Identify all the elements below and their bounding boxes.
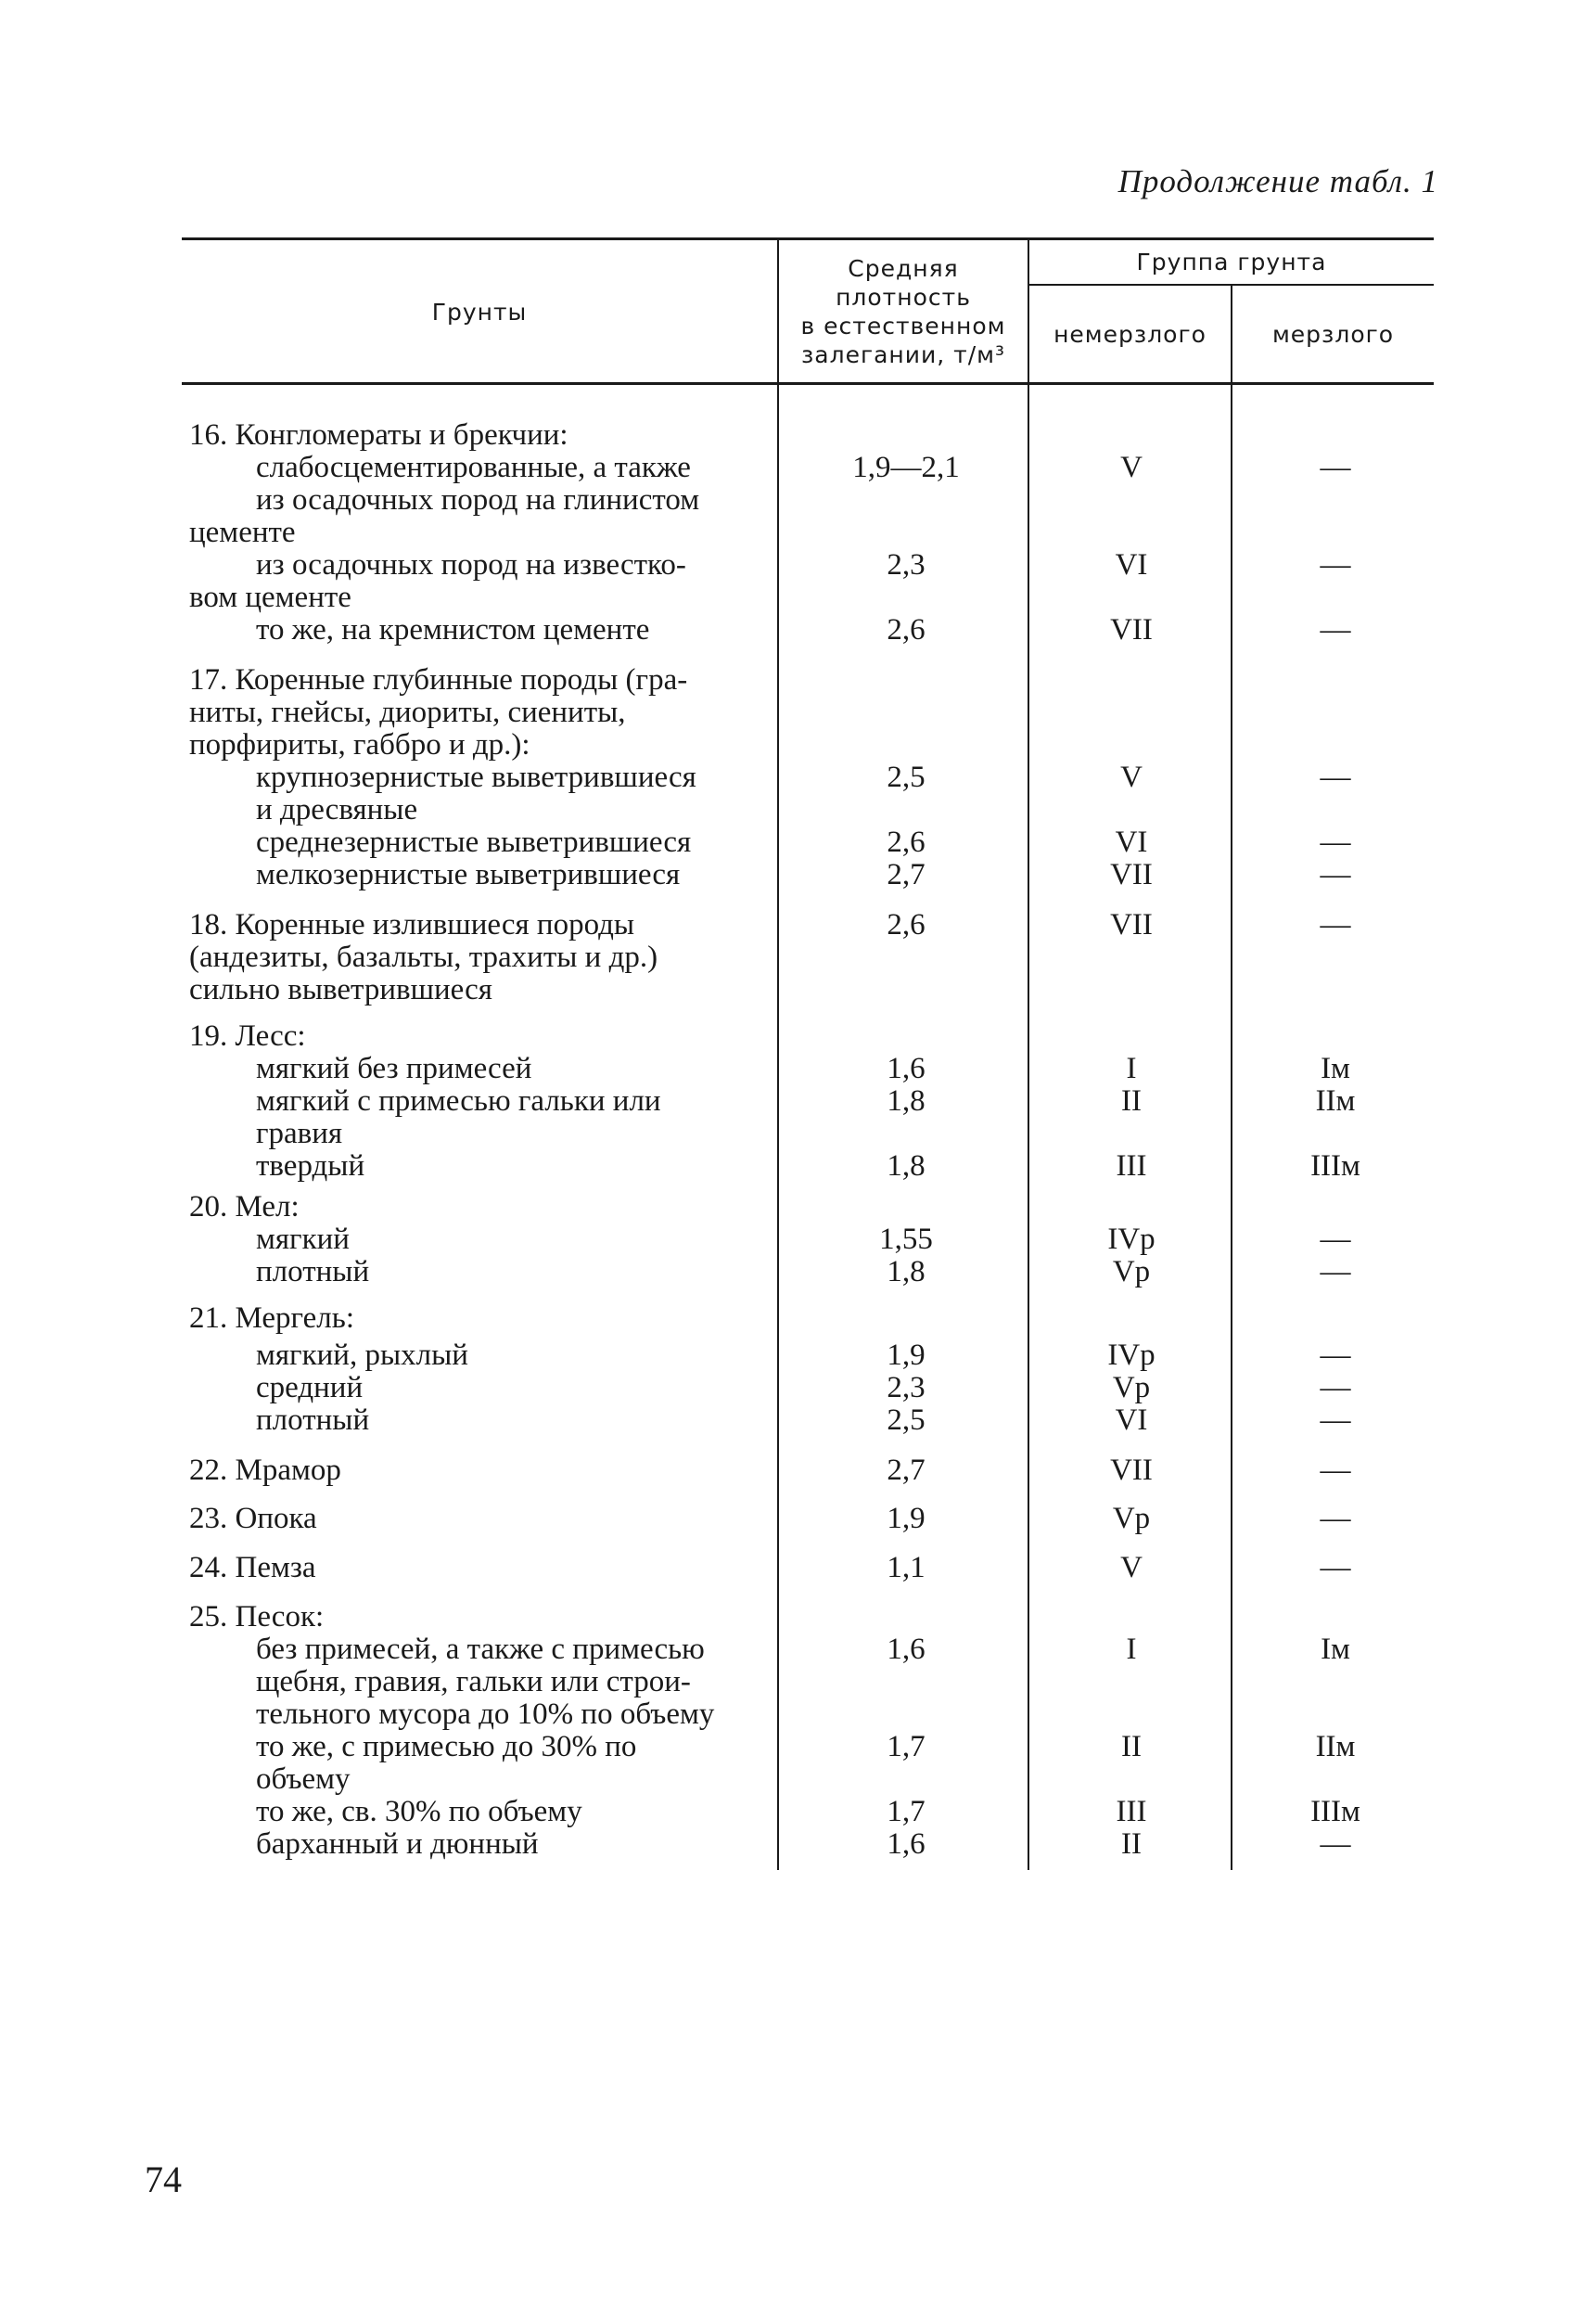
unfrozen-group-cell: VI bbox=[1115, 826, 1148, 859]
soil-line: сильно выветрившиеся bbox=[189, 973, 492, 1006]
density-cell: 1,6 bbox=[887, 1633, 926, 1666]
soil-line: слабосцементированные, а также bbox=[256, 451, 691, 484]
soil-line: то же, на кремнистом цементе bbox=[256, 613, 650, 647]
frozen-group-cell: — bbox=[1320, 858, 1351, 891]
header-bottom-rule bbox=[182, 382, 1434, 385]
frozen-group-cell: IIIм bbox=[1310, 1795, 1360, 1828]
unfrozen-group-cell: VI bbox=[1115, 1403, 1148, 1437]
header-soils bbox=[182, 241, 777, 382]
soil-cell bbox=[189, 1828, 772, 1861]
soil-cell bbox=[189, 826, 772, 859]
soil-cell bbox=[189, 1085, 772, 1150]
frozen-group-cell: — bbox=[1320, 1371, 1351, 1404]
soil-cell bbox=[189, 909, 772, 1006]
soil-line: плотный bbox=[256, 1255, 370, 1288]
soil-cell bbox=[189, 419, 772, 452]
soil-cell bbox=[189, 1302, 772, 1335]
soil-cell bbox=[189, 1339, 772, 1372]
frozen-group-cell: — bbox=[1320, 826, 1351, 859]
soil-line: 18. Коренные излившиеся породы bbox=[189, 908, 635, 942]
header-density-line: Средняя bbox=[848, 255, 959, 282]
soil-cell bbox=[189, 452, 772, 549]
unfrozen-group-cell: VII bbox=[1110, 613, 1153, 647]
unfrozen-group-cell: VI bbox=[1115, 548, 1148, 582]
soil-line: цементе bbox=[189, 516, 296, 549]
header-frozen bbox=[1232, 286, 1434, 382]
soil-cell bbox=[189, 1454, 772, 1487]
soil-line: гравия bbox=[256, 1117, 343, 1150]
soil-line: 24. Пемза bbox=[189, 1551, 316, 1584]
soil-line: крупнозернистые выветрившиеся bbox=[256, 761, 696, 794]
frozen-group-cell: — bbox=[1320, 1551, 1351, 1584]
density-cell: 1,6 bbox=[887, 1827, 926, 1861]
unfrozen-group-cell: II bbox=[1121, 1084, 1142, 1118]
soil-line: средний bbox=[256, 1371, 364, 1404]
density-cell: 1,55 bbox=[879, 1223, 933, 1256]
header-density-line: в естественном bbox=[800, 313, 1006, 339]
soil-line: ниты, гнейсы, диориты, сиениты, bbox=[189, 696, 626, 729]
frozen-group-cell: — bbox=[1320, 761, 1351, 794]
header-density-line: залегании, т/м³ bbox=[800, 341, 1006, 368]
header-group bbox=[1029, 239, 1434, 284]
unfrozen-group-cell: Vp bbox=[1112, 1255, 1151, 1288]
frozen-group-cell: — bbox=[1320, 613, 1351, 647]
density-cell: 2,7 bbox=[887, 1454, 926, 1487]
soil-line: среднезернистые выветрившиеся bbox=[256, 826, 692, 859]
density-cell: 2,6 bbox=[887, 826, 926, 859]
soil-cell bbox=[189, 1191, 772, 1223]
density-cell: 2,5 bbox=[887, 1403, 926, 1437]
unfrozen-group-cell: V bbox=[1120, 761, 1143, 794]
soil-line: то же, с примесью до 30% по bbox=[256, 1730, 637, 1763]
density-cell: 1,7 bbox=[887, 1730, 926, 1763]
soil-line: твердый bbox=[256, 1149, 365, 1183]
unfrozen-group-cell: II bbox=[1121, 1827, 1142, 1861]
soil-cell bbox=[189, 1731, 772, 1796]
frozen-group-cell: IIм bbox=[1315, 1730, 1356, 1763]
soil-line: 19. Лесс: bbox=[189, 1019, 306, 1053]
density-cell: 1,8 bbox=[887, 1149, 926, 1183]
continuation-caption: Продолжение табл. 1 bbox=[1117, 163, 1438, 199]
density-cell: 1,9 bbox=[887, 1502, 926, 1535]
frozen-group-cell: — bbox=[1320, 548, 1351, 582]
density-cell: 2,6 bbox=[887, 613, 926, 647]
soil-line: вом цементе bbox=[189, 581, 351, 614]
soil-cell bbox=[189, 1633, 772, 1731]
frozen-group-cell: — bbox=[1320, 1339, 1351, 1372]
frozen-group-cell: — bbox=[1320, 1403, 1351, 1437]
header-density-line: плотность bbox=[836, 284, 971, 311]
soil-line: и дресвяные bbox=[256, 793, 418, 826]
soil-cell bbox=[189, 1256, 772, 1288]
frozen-group-cell: IIIм bbox=[1310, 1149, 1360, 1183]
unfrozen-group-cell: VII bbox=[1110, 858, 1153, 891]
soil-line: 22. Мрамор bbox=[189, 1454, 341, 1487]
frozen-group-cell: — bbox=[1320, 1255, 1351, 1288]
soil-line: 21. Мергель: bbox=[189, 1301, 354, 1335]
unfrozen-group-cell: Vp bbox=[1112, 1502, 1151, 1535]
frozen-group-cell: IIм bbox=[1315, 1084, 1356, 1118]
frozen-group-cell: Iм bbox=[1321, 1052, 1350, 1085]
unfrozen-group-cell: II bbox=[1121, 1730, 1142, 1763]
soil-line: 16. Конгломераты и брекчии: bbox=[189, 418, 568, 452]
soil-line: мелкозернистые выветрившиеся bbox=[256, 858, 681, 891]
density-cell: 2,3 bbox=[887, 548, 926, 582]
density-cell: 1,6 bbox=[887, 1052, 926, 1085]
soil-cell bbox=[189, 1223, 772, 1256]
page-number: 74 bbox=[145, 2159, 182, 2200]
soil-line: мягкий с примесью гальки или bbox=[256, 1084, 661, 1118]
unfrozen-group-cell: I bbox=[1126, 1052, 1137, 1085]
soil-line: из осадочных пород на глинистом bbox=[256, 483, 700, 517]
soil-cell bbox=[189, 1552, 772, 1584]
soil-line: 23. Опока bbox=[189, 1502, 317, 1535]
soil-cell bbox=[189, 859, 772, 891]
soil-cell bbox=[189, 1150, 772, 1183]
soil-cell bbox=[189, 1020, 772, 1053]
unfrozen-group-cell: III bbox=[1116, 1149, 1147, 1183]
soil-cell bbox=[189, 762, 772, 826]
unfrozen-group-cell: III bbox=[1116, 1795, 1147, 1828]
density-cell: 2,5 bbox=[887, 761, 926, 794]
unfrozen-group-cell: VII bbox=[1110, 908, 1153, 942]
header-unfrozen bbox=[1029, 286, 1231, 382]
density-cell: 1,7 bbox=[887, 1795, 926, 1828]
column-divider-density bbox=[777, 239, 779, 1870]
frozen-group-cell: — bbox=[1320, 1827, 1351, 1861]
density-cell: 1,8 bbox=[887, 1084, 926, 1118]
soil-line: 25. Песок: bbox=[189, 1600, 325, 1633]
soil-cell bbox=[189, 1053, 772, 1085]
header-unfrozen-label: немерзлого bbox=[1053, 320, 1207, 348]
unfrozen-group-cell: Vp bbox=[1112, 1371, 1151, 1404]
density-cell: 1,8 bbox=[887, 1255, 926, 1288]
soil-line: 20. Мел: bbox=[189, 1190, 300, 1223]
soil-cell bbox=[189, 1601, 772, 1633]
soil-cell bbox=[189, 1404, 772, 1437]
density-cell: 2,6 bbox=[887, 908, 926, 942]
header-soils-label: Грунты bbox=[431, 298, 528, 326]
unfrozen-group-cell: V bbox=[1120, 1551, 1143, 1584]
soil-line: из осадочных пород на известко- bbox=[256, 548, 686, 582]
soil-line: мягкий bbox=[256, 1223, 350, 1256]
soil-cell bbox=[189, 549, 772, 614]
unfrozen-group-cell: V bbox=[1120, 451, 1143, 484]
soil-cell bbox=[189, 1503, 772, 1535]
soil-line: мягкий, рыхлый bbox=[256, 1339, 468, 1372]
soil-line: барханный и дюнный bbox=[256, 1827, 539, 1861]
soil-line: без примесей, а также с примесью bbox=[256, 1633, 705, 1666]
density-cell: 1,1 bbox=[887, 1551, 926, 1584]
density-cell: 1,9—2,1 bbox=[852, 451, 960, 484]
density-cell: 2,3 bbox=[887, 1371, 926, 1404]
soil-line: порфириты, габбро и др.): bbox=[189, 728, 530, 762]
density-cell: 1,9 bbox=[887, 1339, 926, 1372]
frozen-group-cell: — bbox=[1320, 1454, 1351, 1487]
density-cell: 2,7 bbox=[887, 858, 926, 891]
unfrozen-group-cell: I bbox=[1126, 1633, 1137, 1666]
frozen-group-cell: — bbox=[1320, 451, 1351, 484]
soil-line: (андезиты, базальты, трахиты и др.) bbox=[189, 941, 658, 974]
soil-cell bbox=[189, 664, 772, 762]
header-group-label: Группа грунта bbox=[1136, 248, 1327, 275]
unfrozen-group-cell: IVp bbox=[1107, 1339, 1156, 1372]
soil-line: мягкий без примесей bbox=[256, 1052, 532, 1085]
header-density bbox=[779, 241, 1028, 382]
soil-cell bbox=[189, 1796, 772, 1828]
frozen-group-cell: — bbox=[1320, 908, 1351, 942]
soil-cell bbox=[189, 614, 772, 647]
soil-line: тельного мусора до 10% по объему bbox=[256, 1697, 715, 1731]
soil-line: щебня, гравия, гальки или строи- bbox=[256, 1665, 691, 1698]
unfrozen-group-cell: IVp bbox=[1107, 1223, 1156, 1256]
soil-line: то же, св. 30% по объему bbox=[256, 1795, 582, 1828]
frozen-group-cell: Iм bbox=[1321, 1633, 1350, 1666]
frozen-group-cell: — bbox=[1320, 1223, 1351, 1256]
soil-line: 17. Коренные глубинные породы (гра- bbox=[189, 663, 688, 697]
soil-line: объему bbox=[256, 1762, 351, 1796]
frozen-group-cell: — bbox=[1320, 1502, 1351, 1535]
soil-cell bbox=[189, 1372, 772, 1404]
soil-line: плотный bbox=[256, 1403, 370, 1437]
header-frozen-label: мерзлого bbox=[1271, 320, 1395, 348]
unfrozen-group-cell: VII bbox=[1110, 1454, 1153, 1487]
